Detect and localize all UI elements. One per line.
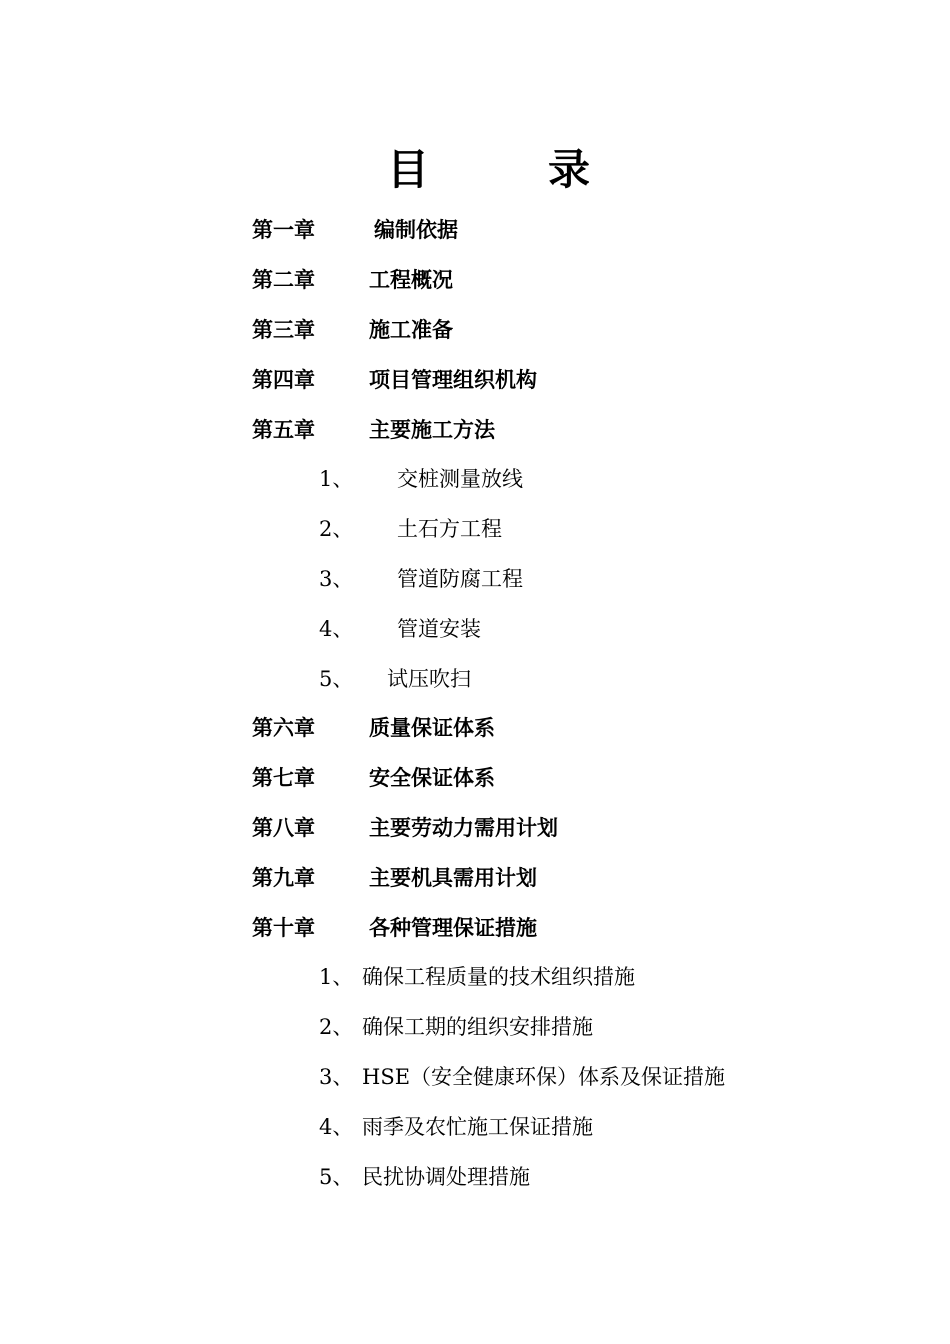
toc-chapter-9[interactable] bbox=[0, 862, 950, 894]
chapter-number: 第三章 bbox=[252, 318, 315, 342]
section-number: 4、 bbox=[319, 617, 354, 641]
toc-section-10-2[interactable] bbox=[0, 1011, 950, 1043]
section-title: 管道安装 bbox=[397, 617, 481, 641]
page-title bbox=[0, 142, 950, 198]
chapter-title: 项目管理组织机构 bbox=[369, 368, 537, 392]
section-number: 4、 bbox=[319, 1115, 354, 1139]
section-title: 雨季及农忙施工保证措施 bbox=[362, 1115, 593, 1139]
section-title: 确保工程质量的技术组织措施 bbox=[362, 965, 635, 989]
chapter-number: 第二章 bbox=[252, 268, 315, 292]
chapter-number: 第五章 bbox=[252, 418, 315, 442]
chapter-title: 各种管理保证措施 bbox=[369, 916, 537, 940]
chapter-number: 第八章 bbox=[252, 816, 315, 840]
toc-chapter-10[interactable] bbox=[0, 912, 950, 944]
chapter-title: 编制依据 bbox=[374, 218, 458, 242]
chapter-title: 质量保证体系 bbox=[369, 716, 495, 740]
toc-section-5-4[interactable] bbox=[0, 613, 950, 645]
toc-chapter-1[interactable] bbox=[0, 214, 950, 246]
section-title: 确保工期的组织安排措施 bbox=[362, 1015, 593, 1039]
toc-chapter-8[interactable] bbox=[0, 812, 950, 844]
chapter-title: 工程概况 bbox=[369, 268, 453, 292]
page-title-char-1: 目 bbox=[387, 145, 430, 194]
chapter-number: 第十章 bbox=[252, 916, 315, 940]
section-number: 2、 bbox=[319, 517, 354, 541]
chapter-number: 第四章 bbox=[252, 368, 315, 392]
toc-chapter-7[interactable] bbox=[0, 762, 950, 794]
section-number: 3、 bbox=[319, 567, 354, 591]
section-title: 试压吹扫 bbox=[387, 667, 471, 691]
section-title: 管道防腐工程 bbox=[397, 567, 523, 591]
chapter-title: 施工准备 bbox=[369, 318, 453, 342]
toc-section-10-4[interactable] bbox=[0, 1111, 950, 1143]
toc-section-5-3[interactable] bbox=[0, 563, 950, 595]
toc-section-5-1[interactable] bbox=[0, 463, 950, 495]
chapter-number: 第七章 bbox=[252, 766, 315, 790]
section-title: 民扰协调处理措施 bbox=[362, 1165, 530, 1189]
toc-section-10-3[interactable] bbox=[0, 1061, 950, 1093]
section-number: 3、 bbox=[319, 1065, 354, 1089]
chapter-title: 主要劳动力需用计划 bbox=[369, 816, 558, 840]
chapter-title: 主要机具需用计划 bbox=[369, 866, 537, 890]
section-number: 1、 bbox=[319, 965, 354, 989]
toc-section-5-5[interactable] bbox=[0, 663, 950, 695]
chapter-number: 第一章 bbox=[252, 218, 315, 242]
toc-chapter-6[interactable] bbox=[0, 712, 950, 744]
chapter-title: 主要施工方法 bbox=[369, 418, 495, 442]
toc-chapter-4[interactable] bbox=[0, 364, 950, 396]
chapter-title: 安全保证体系 bbox=[369, 766, 495, 790]
section-number: 5、 bbox=[319, 667, 354, 691]
page-title-char-2: 录 bbox=[548, 145, 591, 194]
chapter-number: 第九章 bbox=[252, 866, 315, 890]
section-number: 1、 bbox=[319, 467, 354, 491]
section-number: 2、 bbox=[319, 1015, 354, 1039]
toc-chapter-2[interactable] bbox=[0, 264, 950, 296]
section-title: 土石方工程 bbox=[397, 517, 502, 541]
toc-chapter-5[interactable] bbox=[0, 414, 950, 446]
toc-section-10-5[interactable] bbox=[0, 1161, 950, 1193]
toc-section-10-1[interactable] bbox=[0, 961, 950, 993]
section-title: HSE（安全健康环保）体系及保证措施 bbox=[362, 1065, 726, 1089]
chapter-number: 第六章 bbox=[252, 716, 315, 740]
toc-section-5-2[interactable] bbox=[0, 513, 950, 545]
section-title: 交桩测量放线 bbox=[397, 467, 523, 491]
toc-chapter-3[interactable] bbox=[0, 314, 950, 346]
section-number: 5、 bbox=[319, 1165, 354, 1189]
